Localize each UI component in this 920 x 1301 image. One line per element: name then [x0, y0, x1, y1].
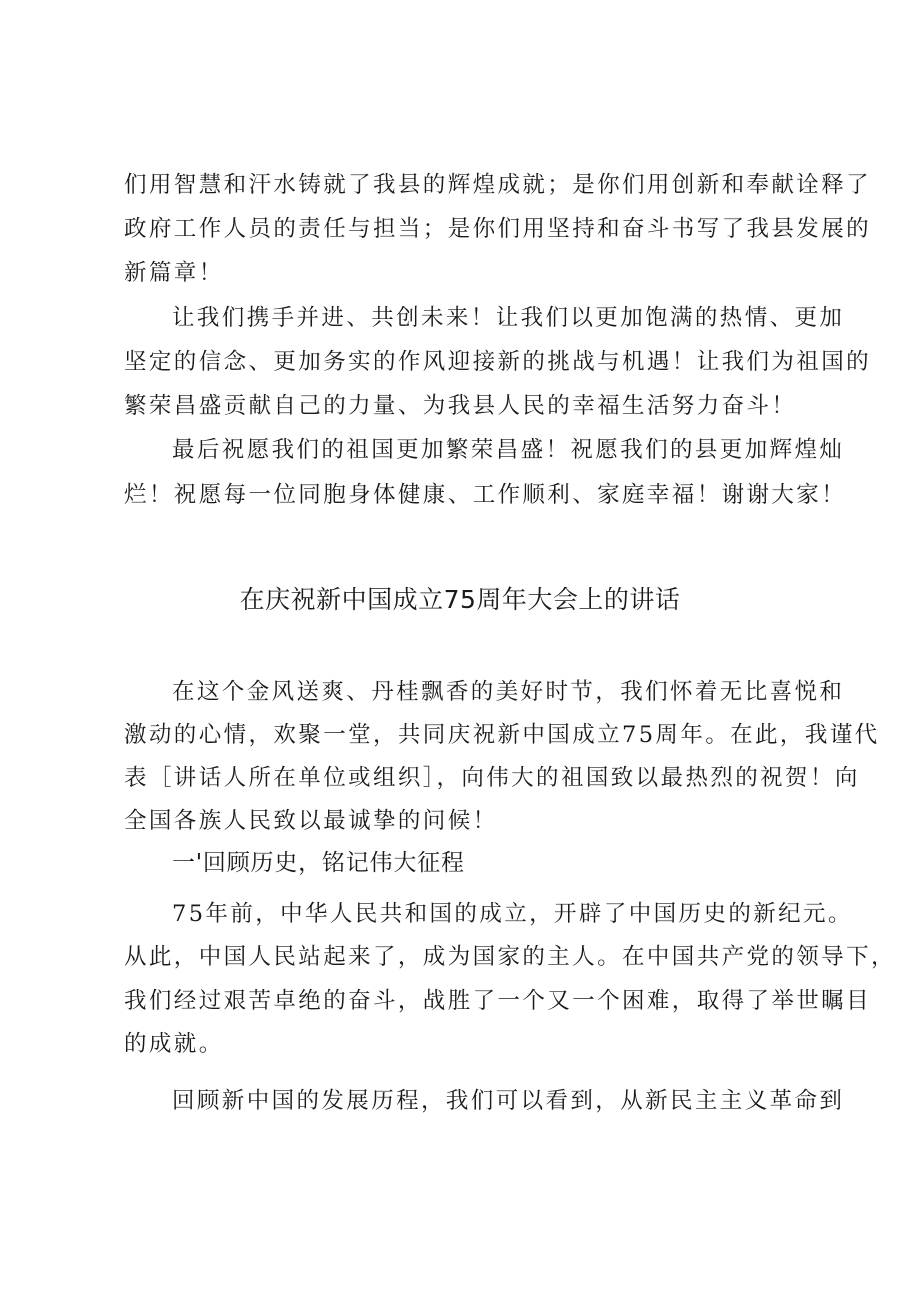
paragraph-line: 们用智慧和汗水铸就了我县的辉煌成就；是你们用创新和奉献诠释了 — [124, 172, 872, 198]
paragraph-line: 表［讲话人所在单位或组织］，向伟大的祖国致以最热烈的祝贺！向 — [124, 765, 860, 791]
paragraph-line: 烂！祝愿每一位同胞身体健康、工作顺利、家庭幸福！谢谢大家！ — [124, 482, 847, 508]
paragraph-line: 我们经过艰苦卓绝的奋斗，战胜了一个又一个困难，取得了举世瞩目 — [124, 988, 872, 1014]
paragraph-line: 全国各族人民致以最诚挚的问候！ — [124, 808, 498, 834]
paragraph-line: 政府工作人员的责任与担当；是你们用坚持和奋斗书写了我县发展的 — [124, 216, 872, 242]
speech-title: 在庆祝新中国成立75周年大会上的讲话 — [239, 585, 681, 614]
paragraph-line: 回顾新中国的发展历程，我们可以看到，从新民主主义革命到 — [172, 1088, 845, 1114]
paragraph-line: 激动的心情，欢聚一堂，共同庆祝新中国成立75周年。在此，我谨代 — [124, 722, 880, 748]
section-heading: 一'回顾历史，铭记伟大征程 — [172, 850, 465, 876]
paragraph-line: 坚定的信念、更加务实的作风迎接新的挑战与机遇！让我们为祖国的 — [124, 349, 872, 375]
paragraph-line: 的成就。 — [124, 1031, 224, 1057]
paragraph-line: 75年前，中华人民共和国的成立，开辟了中国历史的新纪元。 — [172, 901, 853, 927]
paragraph-line: 最后祝愿我们的祖国更加繁荣昌盛！祝愿我们的县更加辉煌灿 — [172, 437, 845, 463]
paragraph-line: 繁荣昌盛贡献自己的力量、为我县人民的幸福生活努力奋斗！ — [124, 393, 797, 419]
paragraph-line: 让我们携手并进、共创未来！让我们以更加饱满的热情、更加 — [172, 305, 845, 331]
paragraph-line: 从此，中国人民站起来了，成为国家的主人。在中国共产党的领导下， — [124, 944, 896, 970]
paragraph-line: 新篇章！ — [124, 260, 224, 286]
paragraph-line: 在这个金风送爽、丹桂飘香的美好时节，我们怀着无比喜悦和 — [172, 679, 845, 705]
